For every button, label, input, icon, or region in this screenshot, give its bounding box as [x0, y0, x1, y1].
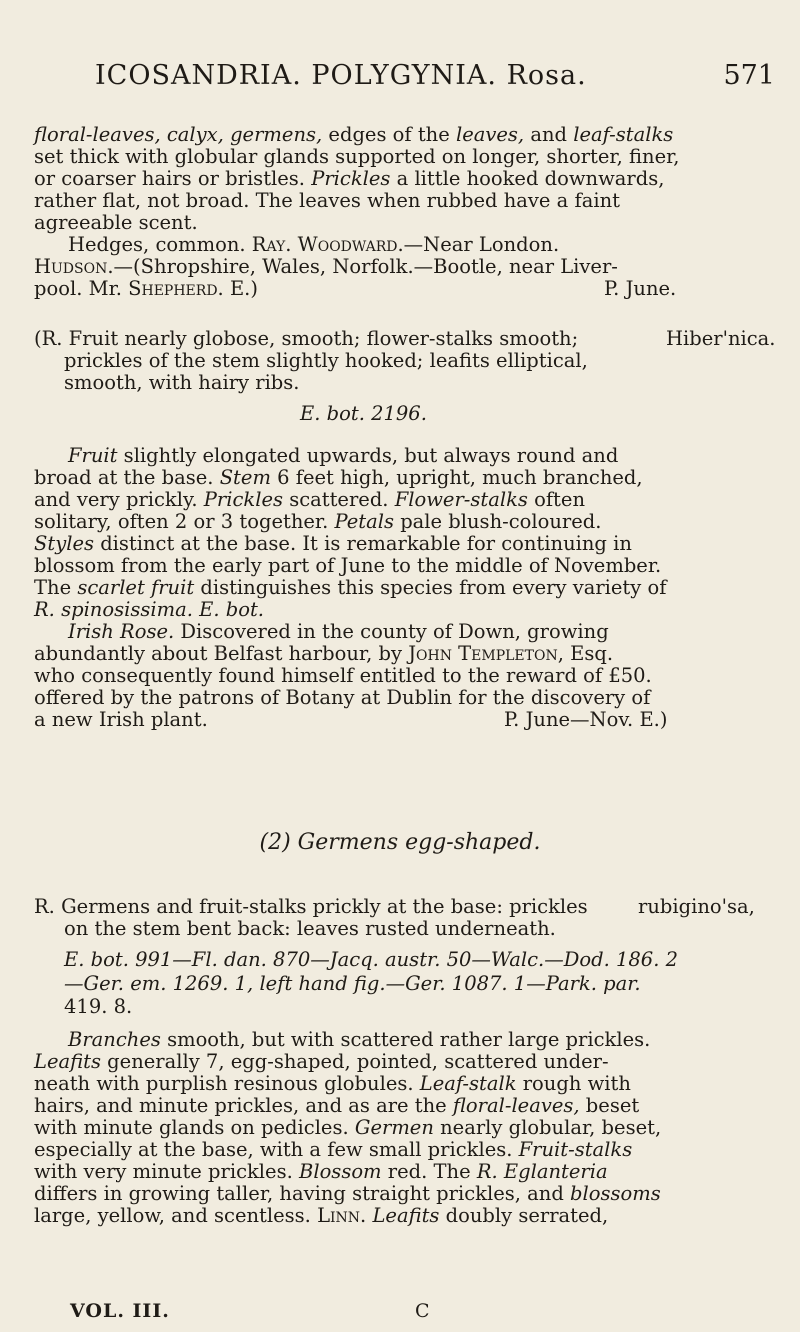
text-line: a new Irish plant. P. June—Nov. E.)	[34, 708, 668, 731]
text-line: pool. Mr. Shepherd. E.) P. June.	[34, 277, 677, 300]
text-line: broad at the base. Stem 6 feet high, upright, much branched,	[34, 466, 643, 489]
text-line: (R. Fruit nearly globose, smooth; flower-stalks smooth;	[34, 327, 579, 350]
text-line: set thick with globular glands supported on longer, shorter, finer,	[34, 145, 680, 168]
text-line: especially at the base, with a few small prickles. Fruit-stalks	[34, 1138, 633, 1161]
text-line: R. spinosissima. E. bot.	[34, 598, 265, 621]
text-line: hairs, and minute prickles, and as are the floral-leaves, beset	[34, 1094, 640, 1117]
text-line: offered by the patrons of Botany at Dublin for the discovery of	[34, 686, 651, 709]
section-heading: (2) Germens egg-shaped.	[259, 830, 541, 855]
text-line: neath with purplish resinous globules. Leaf-stalk rough with	[34, 1072, 631, 1095]
page-number: 571	[723, 60, 775, 91]
text-line: or coarser hairs or bristles. Prickles a little hooked downwards,	[34, 167, 665, 190]
text-line: differs in growing taller, having straight prickles, and blossoms	[34, 1182, 661, 1205]
running-header	[95, 60, 775, 94]
species-name-rubiginosa: rubigino'sa,	[638, 895, 755, 918]
text-line: rather flat, not broad. The leaves when rubbed have a faint	[34, 189, 620, 212]
running-title: ICOSANDRIA. POLYGYNIA. Rosa.	[95, 60, 587, 91]
text-line: large, yellow, and scentless. Linn. Leafits doubly serrated,	[34, 1204, 609, 1227]
text-line: and very prickly. Prickles scattered. Flower-stalks often	[34, 488, 585, 511]
volume-number: VOL. III.	[70, 1300, 170, 1322]
species-hibernica-definition	[34, 328, 588, 394]
text-line: prickles of the stem slightly hooked; leafits elliptical,	[64, 349, 588, 372]
text-line: smooth, with hairy ribs.	[64, 371, 300, 394]
text-line: abundantly about Belfast harbour, by John Templeton, Esq.	[34, 642, 614, 665]
species-name-hibernica: Hiber'nica.	[666, 327, 776, 350]
text-line: Leafits generally 7, egg-shaped, pointed, scattered under-	[34, 1050, 609, 1073]
reference: —Ger. em. 1269. 1, left hand fig.—Ger. 1087. 1—Park. par.	[64, 972, 641, 995]
text-line: R. Germens and fruit-stalks prickly at the base: prickles	[34, 895, 588, 918]
text-line: floral-leaves, calyx, germens, edges of the leaves, and leaf-stalks	[34, 123, 674, 146]
text-line: blossom from the early part of June to the middle of November.	[34, 554, 662, 577]
text-line: Branches smooth, but with scattered rather large prickles.	[68, 1028, 651, 1051]
paragraph-rubiginosa	[34, 1030, 794, 1226]
text-line: solitary, often 2 or 3 together. Petals pale blush-coloured.	[34, 510, 602, 533]
text-line: Styles distinct at the base. It is remarkable for continuing in	[34, 532, 632, 555]
paragraph-villosa-end	[34, 125, 794, 299]
text-line: agreeable scent.	[34, 211, 198, 234]
text-line: The scarlet fruit distinguishes this species from every variety of	[34, 576, 667, 599]
text-line: with very minute prickles. Blossom red. The R. Eglanteria	[34, 1160, 608, 1183]
text-line: who consequently found himself entitled to the reward of £50.	[34, 664, 652, 687]
text-line: Hedges, common. Ray. Woodward.—Near London.	[68, 233, 560, 256]
reference: E. bot. 2196.	[300, 402, 427, 425]
signature-mark: C	[415, 1300, 430, 1322]
text-line: Fruit slightly elongated upwards, but always round and	[68, 444, 619, 467]
text-line: with minute glands on pedicles. Germen nearly globular, beset,	[34, 1116, 662, 1139]
text-line: on the stem bent back: leaves rusted underneath.	[64, 917, 556, 940]
text-line: Hudson.—(Shropshire, Wales, Norfolk.—Bootle, near Liver-	[34, 255, 618, 278]
reference: E. bot. 991—Fl. dan. 870—Jacq. austr. 50—Walc.—Dod. 186. 2	[64, 948, 679, 971]
reference: 419. 8.	[64, 995, 133, 1018]
paragraph-hibernica	[34, 446, 794, 730]
species-rubiginosa-definition	[34, 896, 588, 940]
text-line: Irish Rose. Discovered in the county of Down, growing	[68, 620, 609, 643]
